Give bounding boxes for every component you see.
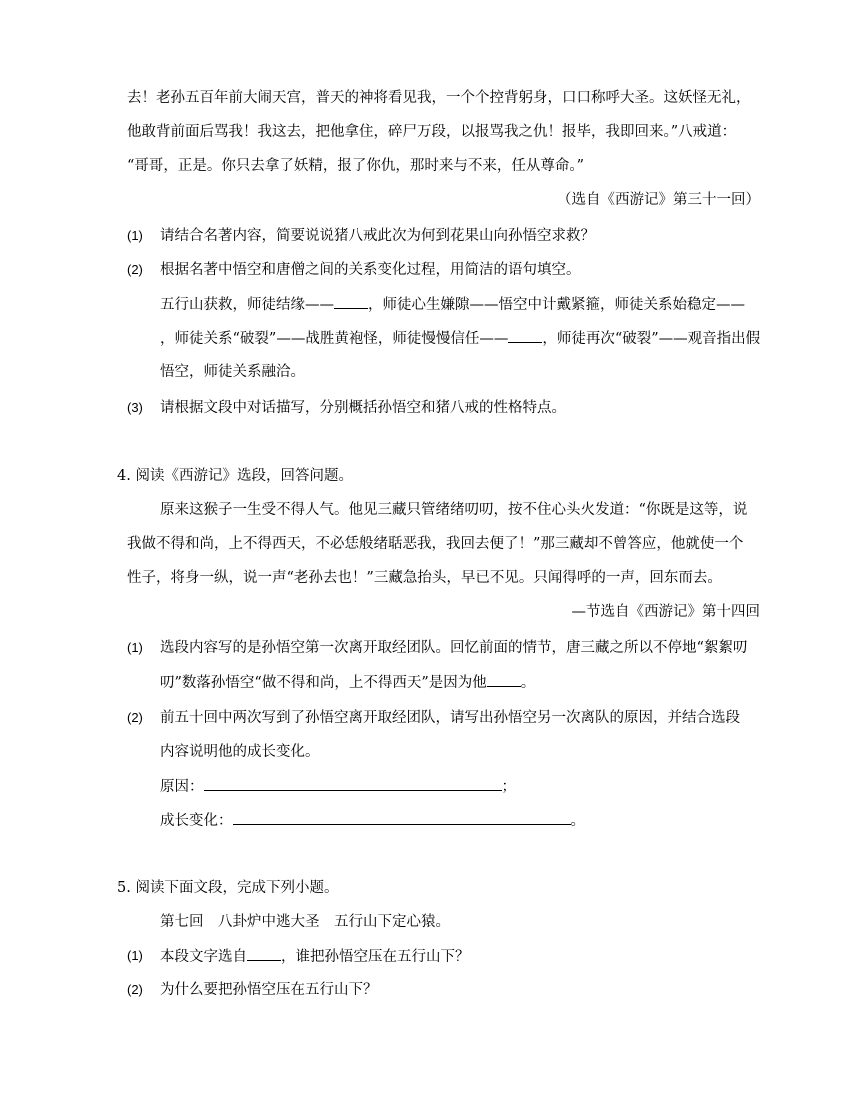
q4-sub1-line-1: 选段内容写的是孙悟空第一次离开取经团队。回忆前面的情节，唐三藏之所以不停地“絮絮叨 [160,640,748,656]
passage-line-1: 去！老孙五百年前大闹天宫，普天的神将看见我，一个个控背躬身，口口称呼大圣。这妖怪无礼， [127,90,751,106]
growth-end: 。 [570,813,585,829]
q3-item-2-text: 根据名著中悟空和唐僧之间的关系变化过程，用简洁的语句填空。 [160,262,581,278]
growth-answer-line[interactable] [233,810,571,825]
q3-item-1-number: (1) [127,228,143,243]
growth-row [160,810,585,831]
answer-blank-1[interactable] [334,294,368,309]
q4-heading: 4. 阅读《西游记》选段，回答问题。 [117,468,353,484]
growth-label: 成长变化： [160,813,233,829]
answer-blank-4[interactable] [247,946,281,961]
q4-sub1-line-2 [160,672,535,693]
fill-text-d: ，师徒再次“破裂”——观音指出假 [542,331,761,347]
q4-sub2-line-2: 内容说明他的成长变化。 [160,744,320,760]
q3-item-2-number: (2) [127,262,143,277]
q5-sub1-text-b: ，谁把孙悟空压在五行山下？ [281,949,470,965]
passage-line-2: 他敢背前面后骂我！我这去，把他拿住，碎尸万段，以报骂我之仇！报毕，我即回来。”八戒道： [127,124,737,140]
fill-in-line-1 [160,294,745,315]
q4-passage-line-3: 性子，将身一纵，说一声“老孙去也！”三藏急抬头，早已不见。只闻得呼的一声，回东而去。 [127,570,722,586]
answer-blank-3[interactable] [487,672,521,687]
fill-text-b: ，师徒心生嫌隙——悟空中计戴紧箍，师徒关系始稳定—— [368,297,745,313]
q4-sub1-number: (1) [127,640,143,655]
reason-label: 原因： [160,779,204,795]
reason-answer-line[interactable] [204,776,502,791]
q3-item-1-text: 请结合名著内容，简要说说猪八戒此次为何到花果山向孙悟空求救？ [160,228,595,244]
q5-sub1-text-a: 本段文字选自 [160,949,247,965]
q5-chapter-title: 第七回 八卦炉中逃大圣 五行山下定心猿。 [160,914,450,930]
q5-sub2-text: 为什么要把孙悟空压在五行山下？ [160,982,378,998]
q5-sub2-number: (2) [127,982,143,997]
q5-sub1-number: (1) [127,948,143,963]
fill-in-line-2 [160,328,760,349]
passage-line-3: “哥哥，正是。你只去拿了妖精，报了你仇，那时来与不来，任从尊命。” [127,158,585,174]
q4-sub1-end: 。 [520,675,536,691]
reason-end: ； [501,779,516,795]
passage-source: （选自《西游记》第三十一回） [557,192,760,208]
q4-sub1-text: 叨”数落孙悟空“做不得和尚，上不得西天”是因为他 [160,675,487,691]
q4-passage-line-2: 我做不得和尚，上不得西天，不必恁般绪聒恶我，我回去便了！”那三藏却不曾答应，他就使一个 [127,536,744,552]
answer-blank-2[interactable] [508,328,542,343]
fill-text-a: 五行山获救，师徒结缘—— [160,297,334,313]
q4-source: —节选自《西游记》第十四回 [571,604,760,620]
q4-sub2-number: (2) [127,710,143,725]
q4-sub2-line-1: 前五十回中两次写到了孙悟空离开取经团队，请写出孙悟空另一次离队的原因，并结合选段 [160,710,740,726]
q5-heading: 5. 阅读下面文段，完成下列小题。 [117,880,339,896]
q4-passage-line-1: 原来这猴子一生受不得人气。他见三藏只管绪绪叨叨，按不住心头火发道：“你既是这等，说 [160,502,748,518]
reason-row [160,776,516,797]
q3-item-3-text: 请根据文段中对话描写，分别概括孙悟空和猪八戒的性格特点。 [160,400,566,416]
fill-text-c: ，师徒关系“破裂”——战胜黄袍怪，师徒慢慢信任—— [160,331,509,347]
q5-sub1-line [160,946,470,967]
q3-item-3-number: (3) [127,400,143,415]
fill-in-line-3: 悟空，师徒关系融洽。 [160,364,305,380]
